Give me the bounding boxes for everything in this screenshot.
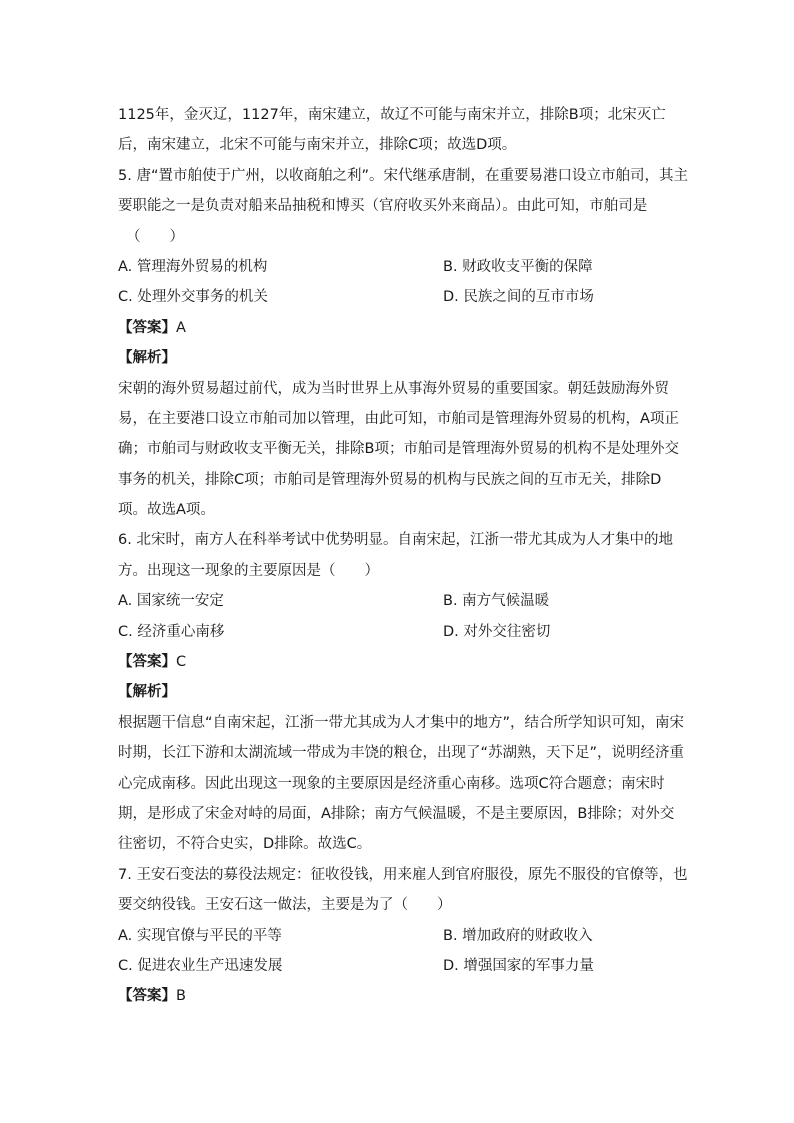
question-5 [118, 161, 688, 526]
question-6-options-row-1 [118, 586, 678, 616]
question-7-option-c: C. 促进农业生产迅速发展 [118, 957, 283, 974]
prev-analysis [118, 100, 678, 161]
question-6-analysis-line: 心完成南移。因此出现这一现象的主要原因是经济重心南移。选项C符合题意；南宋时 [118, 775, 665, 792]
question-5-answer [118, 313, 678, 343]
question-5-analysis-line: 宋朝的海外贸易超过前代，成为当时世界上从事海外贸易的重要国家。朝廷鼓励海外贸 [118, 380, 669, 397]
question-5-options-row-1 [118, 252, 678, 282]
question-6-analysis-line: 往密切，不符合史实，D排除。故选C。 [118, 836, 372, 853]
question-5-option-c: C. 处理外交事务的机关 [118, 289, 268, 306]
question-7-option-a: A. 实现官僚与平民的平等 [118, 927, 282, 944]
question-5-analysis-line: 项。故选A项。 [118, 502, 215, 519]
question-5-option-b: B. 财政收支平衡的保障 [443, 258, 593, 275]
question-6-option-c: C. 经济重心南移 [118, 623, 225, 640]
question-5-stem: 5. 唐“置市舶使于广州，以收商舶之利”。宋代继承唐制，在重要易港口设立市舶司，其主 [118, 167, 688, 184]
question-7 [118, 860, 688, 1012]
answer-value: C [176, 654, 187, 671]
question-6-option-a: A. 国家统一安定 [118, 593, 224, 610]
question-7-options-row-2 [118, 951, 678, 981]
question-6-option-b: B. 南方气候温暖 [443, 593, 550, 610]
question-7-option-d: D. 增强国家的军事力量 [443, 957, 594, 974]
question-5-option-a: A. 管理海外贸易的机构 [118, 258, 268, 275]
question-6-analysis-line: 期，是形成了宋金对峙的局面，A排除；南方气候温暖，不是主要原因，B排除；对外交 [118, 805, 675, 822]
question-5-analysis-label: 【解析】 [118, 350, 176, 367]
document-body [118, 100, 688, 1012]
question-6-option-d: D. 对外交往密切 [443, 623, 551, 640]
question-6 [118, 525, 685, 859]
question-7-stem: 要交纳役钱。王安石这一做法，主要是为了（ ） [118, 897, 452, 914]
question-5-analysis-line: 易，在主要港口设立市舶司加以管理，由此可知，市舶司是管理海外贸易的机构，A项正 [118, 410, 679, 427]
question-6-stem: 6. 北宋时，南方人在科举考试中优势明显。自南宋起，江浙一带尤其成为人才集中的地 [118, 532, 673, 549]
question-5-blank: （ ） [126, 228, 184, 245]
question-7-answer [118, 981, 678, 1011]
question-5-option-d: D. 民族之间的互市市场 [443, 289, 594, 306]
question-6-analysis-line: 根据题干信息“自南宋起，江浙一带尤其成为人才集中的地方”，结合所学知识可知，南宋 [118, 714, 685, 731]
answer-value: A [176, 319, 186, 336]
question-6-analysis-label: 【解析】 [118, 684, 176, 701]
question-7-options-row-1 [118, 921, 678, 951]
question-6-analysis-line: 时期，长江下游和太湖流域一带成为丰饶的粮仓，出现了“苏湖熟，天下足”，说明经济重 [118, 745, 685, 762]
question-6-answer [118, 647, 678, 677]
answer-label: 【答案】 [118, 654, 176, 671]
answer-value: B [176, 988, 186, 1005]
question-5-options-row-2 [118, 282, 678, 312]
question-7-option-b: B. 增加政府的财政收入 [443, 927, 593, 944]
question-5-stem: 要职能之一是负责对船来品抽税和博买（官府收买外来商品）。由此可知，市舶司是 [118, 198, 648, 215]
prev-analysis-line: 后，南宋建立，北宋不可能与南宋并立，排除C项；故选D项。 [118, 137, 517, 154]
question-7-stem: 7. 王安石变法的募役法规定：征收役钱，用来雇人到官府服役，原先不服役的官僚等，也 [118, 866, 688, 883]
question-6-stem: 方。出现这一现象的主要原因是（ ） [118, 562, 379, 579]
question-5-analysis-line: 事务的机关，排除C项；市舶司是管理海外贸易的机构与民族之间的互市无关，排除D [118, 471, 662, 488]
question-6-options-row-2 [118, 617, 678, 647]
answer-label: 【答案】 [118, 319, 176, 336]
question-5-analysis-line: 确；市舶司与财政收支平衡无关，排除B项；市舶司是管理海外贸易的机构不是处理外交 [118, 441, 679, 458]
answer-label: 【答案】 [118, 988, 176, 1005]
prev-analysis-line: 1125年，金灭辽，1127年，南宋建立，故辽不可能与南宋并立，排除B项；北宋灭亡 [118, 107, 666, 123]
